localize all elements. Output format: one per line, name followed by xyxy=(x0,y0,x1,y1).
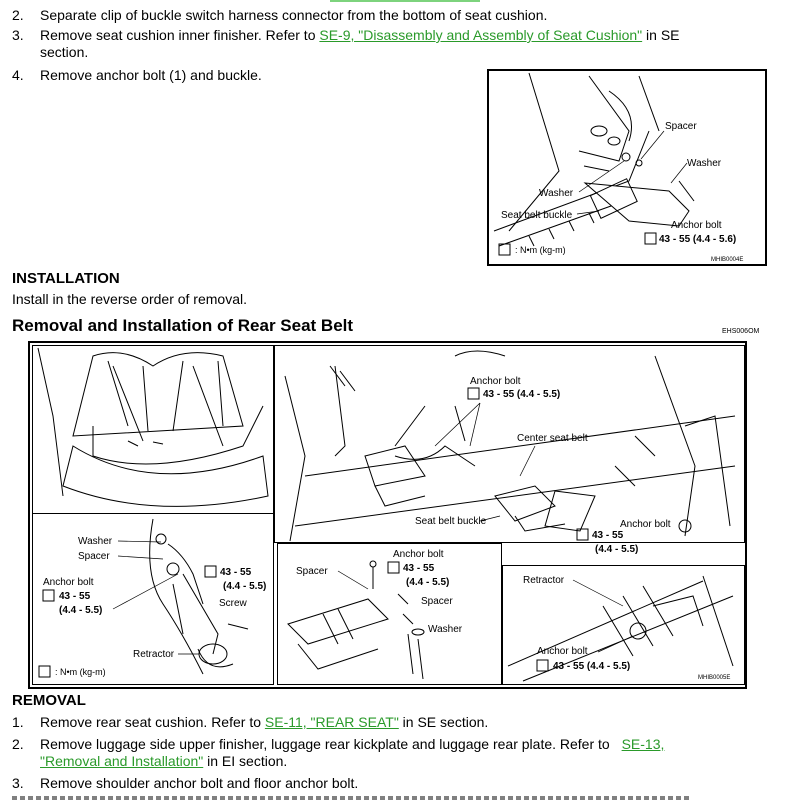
step-text: Remove rear seat cushion. Refer to xyxy=(40,714,265,730)
step-text: Remove luggage side upper finisher, luggage rear kickplate and luggage rear plate. Refer to xyxy=(40,736,614,752)
highlight-fragment xyxy=(330,0,480,2)
step-number: 1. xyxy=(12,714,24,730)
washer-label: Washer xyxy=(428,624,463,635)
removal-installation-link[interactable]: "Removal and Installation" xyxy=(40,753,204,769)
torque-right-b: (4.4 - 5.5) xyxy=(595,544,639,555)
washer-label-left: Washer xyxy=(539,188,574,199)
step-text-cont: section. xyxy=(40,44,89,60)
installation-heading: INSTALLATION xyxy=(12,270,120,287)
center-seat-belt-label: Center seat belt xyxy=(517,433,588,444)
seat-belt-buckle-label: Seat belt buckle xyxy=(415,516,487,527)
se-9-link[interactable]: SE-9, "Disassembly and Assembly of Seat Cushion" xyxy=(319,27,643,43)
rear-seat-overview xyxy=(32,345,274,515)
step-number: 3. xyxy=(12,27,24,43)
torque-value-a-2: 43 - 55 xyxy=(220,567,252,578)
installation-text: Install in the reverse order of removal. xyxy=(12,291,247,307)
anchor-bolt-label: Anchor bolt xyxy=(470,376,521,387)
seat-belt-buckle-label: Seat belt buckle xyxy=(501,210,573,221)
step-text: Separate clip of buckle switch harness connector from the bottom of seat cushion. xyxy=(40,7,548,23)
torque-right-a: 43 - 55 xyxy=(592,530,624,541)
anchor-bolt-label: Anchor bolt xyxy=(393,549,444,560)
torque-wrench-icon xyxy=(39,666,50,677)
anchor-bolt-label: Anchor bolt xyxy=(43,577,94,588)
rear-seat-belt-heading: Removal and Installation of Rear Seat Belt xyxy=(12,316,354,335)
step-text-tail: in SE xyxy=(642,27,680,43)
figure-code: MHIB0004E xyxy=(711,257,744,263)
torque-value-b-2: (4.4 - 5.5) xyxy=(223,581,267,592)
retractor-label: Retractor xyxy=(523,575,565,586)
se-13-link[interactable]: SE-13, xyxy=(621,736,665,752)
screw-label: Screw xyxy=(219,598,247,609)
torque-value: 43 - 55 (4.4 - 5.5) xyxy=(553,661,631,672)
retractor-label: Retractor xyxy=(133,649,175,660)
anchor-bolt-label: Anchor bolt xyxy=(537,646,588,657)
step-number: 2. xyxy=(12,7,24,23)
outer-belt-detail xyxy=(32,513,274,685)
retractor-detail xyxy=(502,565,745,685)
se-11-link[interactable]: SE-11, "REAR SEAT" xyxy=(264,714,399,730)
washer-label-right: Washer xyxy=(687,158,722,169)
figure-rear-seat-belt xyxy=(28,341,747,689)
step-number: 4. xyxy=(12,67,24,83)
spacer-label: Spacer xyxy=(78,551,110,562)
section-code: EHS006OM xyxy=(722,328,760,335)
torque-value-b: (4.4 - 5.5) xyxy=(406,577,450,588)
torque-value-a: 43 - 55 xyxy=(403,563,435,574)
torque-value-a: 43 - 55 xyxy=(59,591,91,602)
rear-floor-illustration xyxy=(274,345,745,543)
removal-heading: REMOVAL xyxy=(12,692,86,709)
spacer-label-2: Spacer xyxy=(421,596,453,607)
step-text-tail: in EI section. xyxy=(203,753,288,769)
step-text: Remove seat cushion inner finisher. Refer to xyxy=(40,27,320,43)
front-buckle-illustration xyxy=(489,71,765,264)
torque-value: 43 - 55 (4.4 - 5.5) xyxy=(483,389,561,400)
step-text-tail: in SE section. xyxy=(398,714,489,730)
units-legend: : N•m (kg-m) xyxy=(515,245,566,255)
spacer-label: Spacer xyxy=(296,566,328,577)
figure-code: MHIB0005E xyxy=(698,675,731,681)
torque-value-b: (4.4 - 5.5) xyxy=(59,605,103,616)
anchor-bolt-label: Anchor bolt xyxy=(671,220,722,231)
torque-value: 43 - 55 (4.4 - 5.6) xyxy=(659,234,737,245)
step-number: 2. xyxy=(12,736,24,752)
step-number: 3. xyxy=(12,775,24,791)
step-text: Remove shoulder anchor bolt and floor anchor bolt. xyxy=(40,775,359,791)
washer-label: Washer xyxy=(78,536,113,547)
figure-front-buckle xyxy=(487,69,767,266)
step-text: Remove anchor bolt (1) and buckle. xyxy=(40,67,262,83)
center-buckle-detail xyxy=(277,543,502,685)
anchor-bolt-label-right: Anchor bolt xyxy=(620,519,671,530)
units-legend: : N•m (kg-m) xyxy=(55,667,106,677)
spacer-label: Spacer xyxy=(665,121,697,132)
cutoff-line xyxy=(12,796,692,800)
